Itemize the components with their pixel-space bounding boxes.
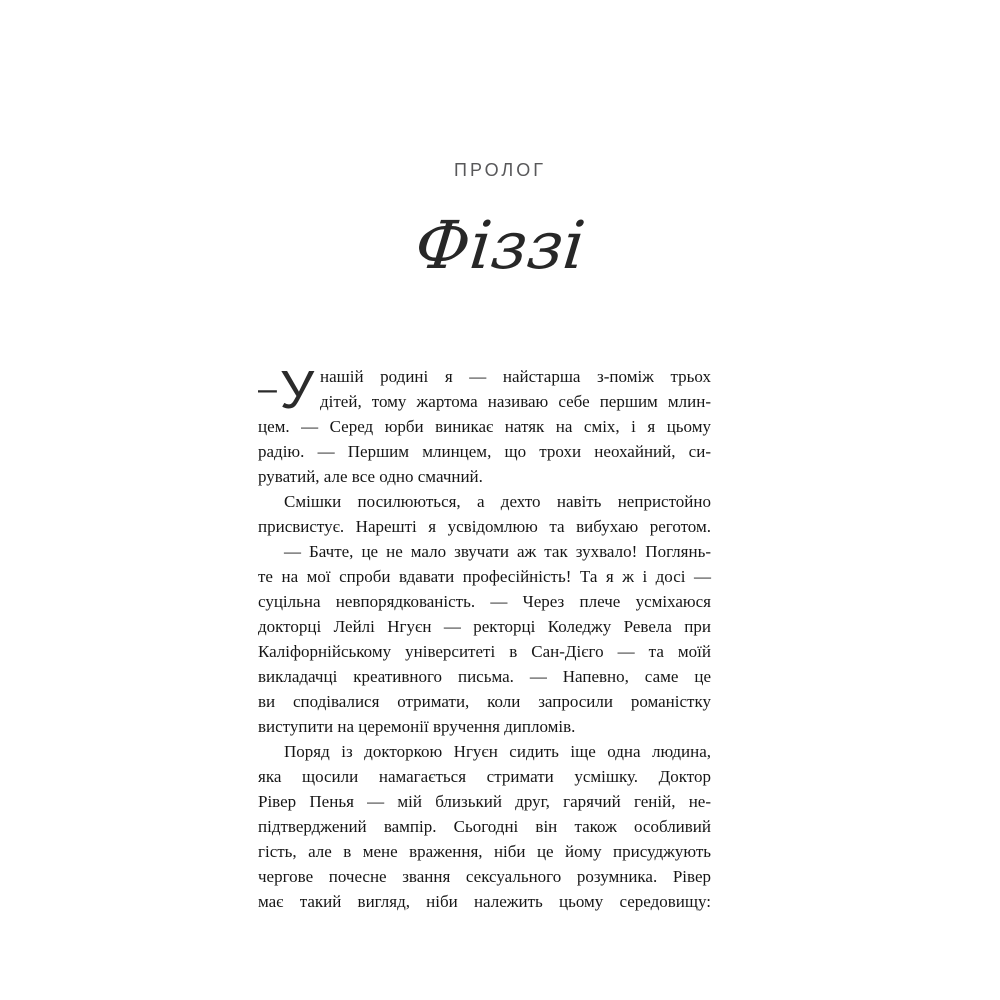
body-text-column: [258, 360, 711, 914]
text-line: те на мої спроби вдавати професійність! Та я ж і досі —: [258, 567, 711, 586]
prologue-heading: ПРОЛОГ: [454, 160, 546, 180]
text-line: цем. — Серед юрби виникає натяк на сміх, і я цьому: [258, 417, 711, 436]
text-line: присвистує. Нарешті я усвідомлюю та вибухаю реготом.: [258, 517, 711, 536]
text-line: гість, але в мене враження, ніби це йому присуджують: [258, 842, 711, 861]
dialogue-dash: –: [258, 370, 277, 408]
text-line: Поряд із докторкою Нгуєн сидить іще одна людина,: [284, 742, 711, 761]
text-line: підтверджений вампір. Сьогодні він також особливий: [258, 817, 711, 836]
text-line: ви сподівалися отримати, коли запросили романістку: [258, 692, 711, 711]
text-line: руватий, але все одно смачний.: [258, 467, 483, 486]
text-line: докторці Лейлі Нгуєн — ректорці Коледжу Ревела при: [258, 617, 711, 636]
text-line: викладачці креативного письма. — Напевно, саме це: [258, 667, 711, 686]
text-line: — Бачте, це не мало звучати аж так зухвало! Поглянь-: [284, 542, 711, 561]
drop-cap-letter: У: [279, 360, 315, 420]
paragraph: [258, 489, 711, 539]
text-line: чергове почесне звання сексуального розумника. Рівер: [258, 867, 711, 886]
text-line: радію. — Першим млинцем, що трохи неохайний, си-: [258, 442, 711, 461]
chapter-title: Фіззі: [411, 207, 589, 284]
text-line: має такий вигляд, ніби належить цьому середовищу:: [258, 892, 711, 911]
text-line: суцільна невпорядкованість. — Через плече усміхаюся: [258, 592, 711, 611]
text-line: дітей, тому жартома називаю себе першим млин-: [320, 392, 711, 411]
text-line: Смішки посилюються, а дехто навіть непристойно: [284, 492, 711, 511]
drop-cap: [258, 360, 320, 420]
text-line: Рівер Пенья — мій близький друг, гарячий геній, не-: [258, 792, 711, 811]
text-line: нашій родині я — найстарша з-поміж трьох: [320, 367, 711, 386]
paragraph: [258, 739, 711, 914]
text-line: виступити на церемонії вручення дипломів.: [258, 717, 576, 736]
paragraph: [258, 360, 711, 489]
paragraph: [258, 539, 711, 739]
text-line: Каліфорнійському університеті в Сан-Дієго — та моїй: [258, 642, 711, 661]
text-line: яка щосили намагається стримати усмішку. Доктор: [258, 767, 711, 786]
